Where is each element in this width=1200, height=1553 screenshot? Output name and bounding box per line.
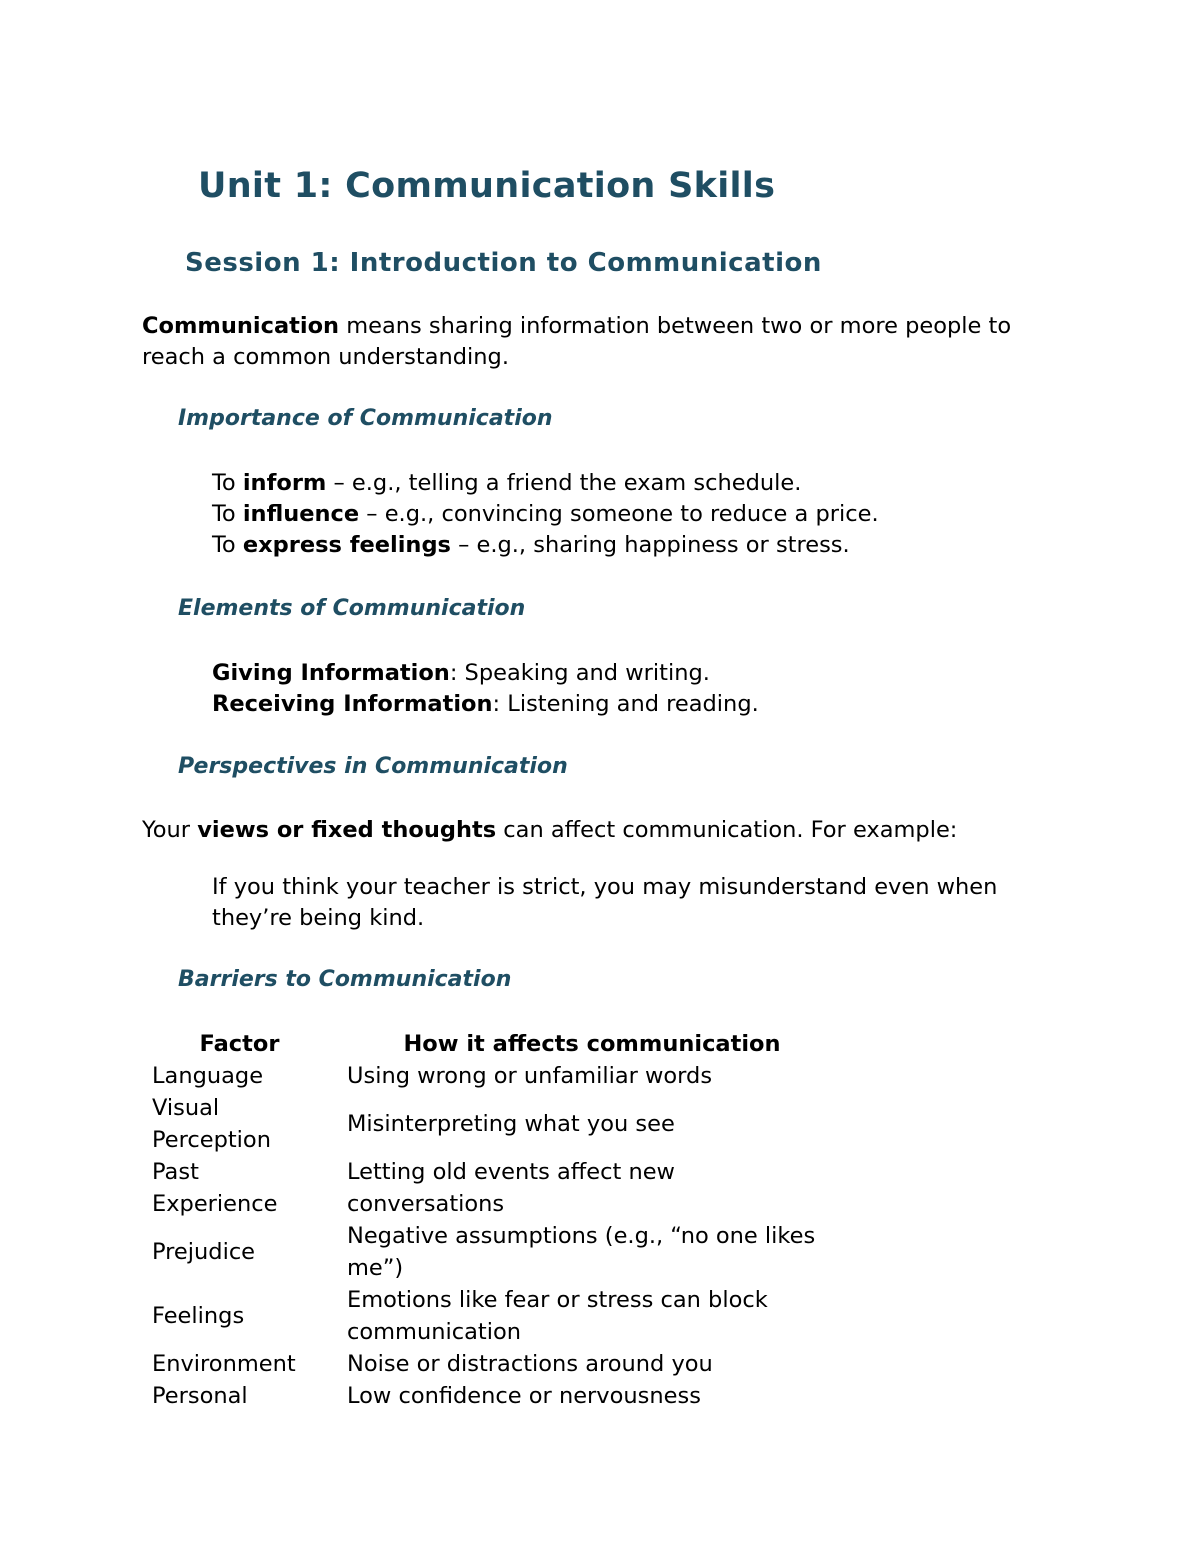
elements-heading: Elements of Communication	[178, 596, 526, 621]
effect-cell: Misinterpreting what you see	[347, 1111, 675, 1137]
table-row	[142, 1156, 847, 1220]
table-row	[142, 1284, 847, 1348]
definition-term: Communication	[142, 313, 340, 339]
table-header-row	[142, 1026, 847, 1060]
table-row	[142, 1348, 847, 1380]
session-heading: Session 1: Introduction to Communication	[185, 248, 822, 278]
perspectives-heading: Perspectives in Communication	[178, 754, 568, 779]
list-item: To influence – e.g., convincing someone to reduce a price.	[212, 501, 879, 527]
list-item: Receiving Information: Listening and reading.	[212, 691, 759, 717]
perspectives-intro: Your views or fixed thoughts can affect communication. For example:	[142, 817, 958, 843]
column-header-effect: How it affects communication	[403, 1031, 781, 1057]
factor-cell: Prejudice	[152, 1239, 256, 1265]
barriers-table	[142, 1026, 847, 1412]
effect-cell: Negative assumptions (e.g., “no one likes me”)	[347, 1223, 816, 1281]
list-item: Giving Information: Speaking and writing.	[212, 660, 710, 686]
effect-cell: Using wrong or unfamiliar words	[347, 1063, 713, 1089]
factor-cell: Language	[152, 1063, 264, 1089]
definition-text-line2: reach a common understanding.	[142, 344, 509, 370]
list-item: To express feelings – e.g., sharing happiness or stress.	[212, 532, 850, 558]
table-row	[142, 1220, 847, 1284]
effect-cell: Emotions like fear or stress can block communication	[347, 1287, 768, 1345]
effect-cell: Noise or distractions around you	[347, 1351, 713, 1377]
perspectives-example: If you think your teacher is strict, you may misunderstand even when they’re being kind.	[212, 874, 998, 931]
importance-list	[212, 468, 879, 561]
factor-cell: Personal	[152, 1383, 248, 1409]
effect-cell: Low confidence or nervousness	[347, 1383, 701, 1409]
importance-heading: Importance of Communication	[178, 406, 553, 431]
list-item: To inform – e.g., telling a friend the exam schedule.	[212, 470, 802, 496]
table-row	[142, 1092, 847, 1156]
factor-cell: Past Experience	[152, 1159, 278, 1217]
table-row	[142, 1060, 847, 1092]
definition-paragraph	[142, 311, 1011, 373]
factor-cell: Environment	[152, 1351, 296, 1377]
page-title: Unit 1: Communication Skills	[198, 166, 776, 206]
effect-cell: Letting old events affect new conversations	[347, 1159, 675, 1217]
column-header-factor: Factor	[199, 1031, 280, 1057]
elements-list	[212, 658, 759, 720]
barriers-heading: Barriers to Communication	[178, 967, 512, 992]
factor-cell: Visual Perception	[152, 1095, 271, 1153]
factor-cell: Feelings	[152, 1303, 245, 1329]
definition-text-line1: means sharing information between two or more people to	[339, 313, 1012, 339]
table-row	[142, 1380, 847, 1412]
